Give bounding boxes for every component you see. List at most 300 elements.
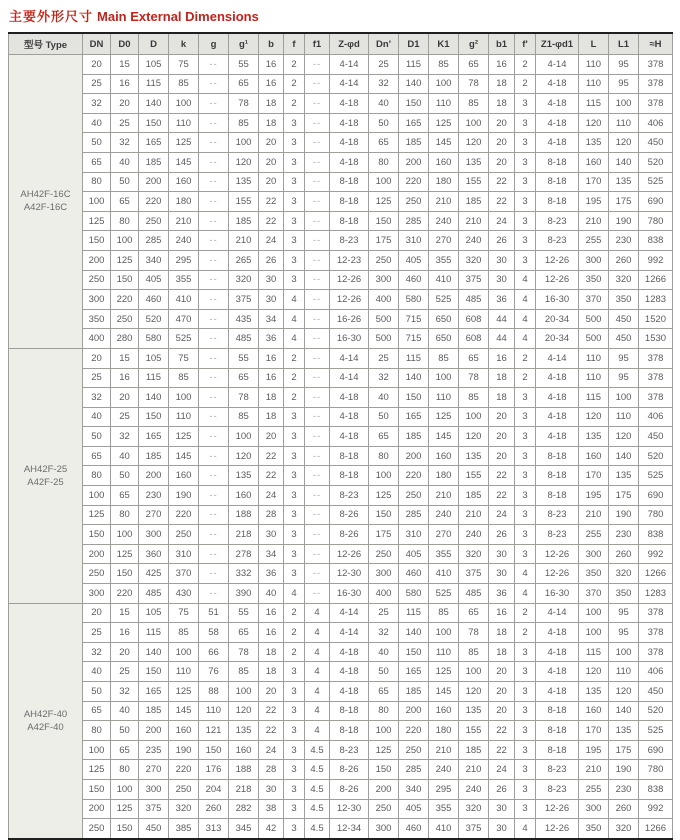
data-cell: 210 [459,760,489,780]
column-header-5: g [199,33,229,55]
data-cell: 220 [139,192,169,212]
data-cell: 135 [579,427,609,447]
data-cell: -- [305,113,330,133]
data-cell: 135 [609,721,639,741]
data-cell: 58 [199,623,229,643]
data-cell: 135 [579,133,609,153]
data-cell: 320 [459,250,489,270]
data-cell: 460 [399,270,429,290]
data-cell: 20 [489,113,515,133]
data-cell: 20 [111,94,139,114]
page-title-chinese: 主要外形尺寸 [9,9,94,24]
column-header-15: b1 [489,33,515,55]
data-cell: 160 [429,446,459,466]
data-cell: 285 [399,760,429,780]
data-cell: 175 [609,486,639,506]
data-cell: 105 [139,603,169,623]
data-cell: 65 [83,446,111,466]
data-cell: -- [305,388,330,408]
data-cell: 3 [284,211,305,231]
data-cell: 32 [83,388,111,408]
data-cell: 350 [83,309,111,329]
data-cell: 44 [489,329,515,349]
data-cell: 40 [369,94,399,114]
data-cell: 150 [111,819,139,839]
data-cell: 36 [259,564,284,584]
data-cell: 2 [284,55,305,75]
data-cell: 135 [229,466,259,486]
data-cell: 525 [429,290,459,310]
data-cell: 210 [459,211,489,231]
data-cell: 190 [609,505,639,525]
data-cell: -- [199,113,229,133]
data-cell: 22 [489,486,515,506]
data-cell: -- [199,309,229,329]
data-cell: -- [199,152,229,172]
column-header-10: Z-φd [330,33,369,55]
data-cell: 160 [579,152,609,172]
data-cell: 66 [199,642,229,662]
data-cell: 3 [284,701,305,721]
data-cell: 260 [609,799,639,819]
data-cell: 4-14 [330,55,369,75]
data-cell: 18 [489,368,515,388]
page-title-english: Main External Dimensions [97,9,259,24]
data-cell: 40 [369,642,399,662]
data-cell: 25 [83,368,111,388]
data-cell: 100 [111,525,139,545]
data-cell: 175 [609,192,639,212]
data-cell: 240 [429,211,459,231]
data-cell: -- [305,584,330,604]
data-cell: 320 [609,564,639,584]
data-cell: 520 [139,309,169,329]
data-cell: 345 [229,819,259,839]
data-cell: 3 [515,740,536,760]
data-cell: -- [199,486,229,506]
data-cell: 135 [229,721,259,741]
data-cell: 4-14 [330,74,369,94]
data-cell: 8-23 [536,211,579,231]
data-cell: 8-18 [536,172,579,192]
data-cell: 165 [139,427,169,447]
data-cell: 250 [399,192,429,212]
data-cell: 3 [515,466,536,486]
data-cell: 3 [515,525,536,545]
data-cell: 95 [609,623,639,643]
data-cell: 26 [489,525,515,545]
column-header-12: D1 [399,33,429,55]
data-cell: 115 [399,55,429,75]
data-cell: 65 [369,682,399,702]
data-cell: 20-34 [536,309,579,329]
table-row [9,603,673,623]
data-cell: 18 [259,388,284,408]
data-cell: 8-18 [330,466,369,486]
data-cell: 25 [83,623,111,643]
data-cell: 200 [399,446,429,466]
data-cell: 51 [199,603,229,623]
data-cell: 50 [369,662,399,682]
data-cell: 12-23 [330,250,369,270]
data-cell: 12-26 [536,250,579,270]
data-cell: 300 [579,799,609,819]
data-cell: 80 [369,152,399,172]
data-cell: 500 [579,329,609,349]
data-cell: 190 [169,740,199,760]
data-cell: 355 [429,799,459,819]
data-cell: -- [305,544,330,564]
data-cell: 260 [609,250,639,270]
data-cell: 40 [111,701,139,721]
data-cell: 2 [284,74,305,94]
data-cell: 204 [199,779,229,799]
data-cell: 50 [83,682,111,702]
column-header-8: f [284,33,305,55]
data-cell: 295 [169,250,199,270]
data-cell: 3 [515,701,536,721]
data-cell: 4-18 [330,94,369,114]
data-cell: 135 [579,682,609,702]
data-cell: 115 [579,642,609,662]
data-cell: 125 [369,740,399,760]
data-cell: 525 [639,172,673,192]
data-cell: 50 [83,427,111,447]
data-cell: 24 [489,211,515,231]
data-cell: 3 [284,270,305,290]
data-cell: 150 [369,760,399,780]
data-cell: -- [199,250,229,270]
data-cell: 100 [229,133,259,153]
data-cell: 12-26 [536,799,579,819]
data-cell: 400 [83,329,111,349]
data-cell: 320 [609,819,639,839]
data-cell: 185 [399,133,429,153]
data-cell: 3 [515,407,536,427]
data-cell: 230 [609,525,639,545]
data-cell: 30 [259,779,284,799]
data-cell: -- [305,505,330,525]
data-cell: 65 [229,368,259,388]
data-cell: 218 [229,779,259,799]
data-cell: 4-18 [330,133,369,153]
table-body [9,55,673,839]
data-cell: 18 [489,623,515,643]
data-cell: 165 [139,133,169,153]
data-cell: 110 [579,368,609,388]
data-cell: 8-18 [330,192,369,212]
data-cell: 16-30 [536,584,579,604]
data-cell: 2 [515,55,536,75]
data-cell: 210 [579,505,609,525]
table-row [9,623,673,643]
data-cell: 355 [429,544,459,564]
data-cell: 3 [284,172,305,192]
data-cell: 580 [399,584,429,604]
data-cell: 525 [639,466,673,486]
data-cell: 165 [139,682,169,702]
data-cell: 230 [609,779,639,799]
data-cell: -- [305,446,330,466]
data-cell: 300 [139,525,169,545]
data-cell: 410 [429,819,459,839]
data-cell: 18 [259,407,284,427]
data-cell: 3 [284,525,305,545]
column-header-13: K1 [429,33,459,55]
data-cell: -- [305,94,330,114]
data-cell: 4-18 [536,74,579,94]
data-cell: 20 [259,682,284,702]
data-cell: 32 [83,642,111,662]
data-cell: 8-18 [536,152,579,172]
data-cell: 8-26 [330,779,369,799]
data-cell: 12-30 [330,799,369,819]
data-cell: 992 [639,250,673,270]
data-cell: -- [199,407,229,427]
data-cell: 3 [284,662,305,682]
data-cell: 180 [429,172,459,192]
data-cell: 75 [169,55,199,75]
data-cell: 4 [305,701,330,721]
data-cell: 190 [609,760,639,780]
data-cell: 320 [609,270,639,290]
data-cell: 125 [169,682,199,702]
data-cell: 4-18 [536,427,579,447]
data-cell: 4.5 [305,779,330,799]
data-cell: 2 [515,603,536,623]
data-cell: 4 [305,682,330,702]
data-cell: 2 [284,94,305,114]
model-type-line: A42F-16C [23,202,68,214]
data-cell: 8-18 [330,211,369,231]
data-cell: -- [199,133,229,153]
data-cell: 78 [459,368,489,388]
data-cell: 110 [429,388,459,408]
data-cell: 100 [609,94,639,114]
column-header-17: Z1-φd1 [536,33,579,55]
data-cell: 4.5 [305,819,330,839]
data-cell: 375 [459,270,489,290]
data-cell: 220 [399,172,429,192]
data-cell: 3 [284,427,305,447]
data-cell: 378 [639,388,673,408]
data-cell: 3 [284,740,305,760]
data-cell: 3 [515,721,536,741]
data-cell: 485 [459,584,489,604]
table-row [9,211,673,231]
data-cell: 100 [459,662,489,682]
data-cell: 120 [609,133,639,153]
data-cell: 3 [284,133,305,153]
data-cell: 300 [579,250,609,270]
data-cell: 20 [489,427,515,447]
data-cell: 715 [399,309,429,329]
data-cell: 4 [515,329,536,349]
data-cell: 378 [639,368,673,388]
data-cell: 16 [489,348,515,368]
data-cell: -- [305,564,330,584]
data-cell: 160 [429,152,459,172]
data-cell: 65 [229,74,259,94]
data-cell: 20 [83,603,111,623]
data-cell: 195 [579,740,609,760]
data-cell: 18 [259,113,284,133]
data-cell: 30 [489,544,515,564]
table-header-row [9,33,673,55]
data-cell: 115 [579,94,609,114]
data-cell: 8-23 [536,505,579,525]
data-cell: 115 [579,388,609,408]
data-cell: 85 [169,623,199,643]
table-row [9,779,673,799]
data-cell: 16 [259,74,284,94]
data-cell: 1283 [639,290,673,310]
data-cell: 4-14 [330,348,369,368]
column-header-6: g¹ [229,33,259,55]
data-cell: 300 [83,584,111,604]
data-cell: 4 [515,584,536,604]
data-cell: 350 [579,270,609,290]
data-cell: 20 [489,407,515,427]
data-cell: -- [199,211,229,231]
data-cell: 520 [639,446,673,466]
data-cell: 100 [369,721,399,741]
data-cell: 4-18 [330,113,369,133]
data-cell: 240 [459,779,489,799]
data-cell: 110 [199,701,229,721]
data-cell: 160 [169,466,199,486]
data-cell: 3 [515,544,536,564]
data-cell: 285 [399,505,429,525]
data-cell: 378 [639,55,673,75]
data-cell: 20 [259,427,284,447]
data-cell: 175 [369,231,399,251]
data-cell: 100 [429,74,459,94]
data-cell: 8-18 [330,701,369,721]
data-cell: 50 [111,721,139,741]
data-cell: 18 [489,642,515,662]
data-cell: 12-26 [536,819,579,839]
data-cell: 220 [399,721,429,741]
data-cell: 26 [259,250,284,270]
data-cell: 100 [369,172,399,192]
model-type-line: AH42F-25 [23,463,68,475]
data-cell: 22 [259,701,284,721]
data-cell: 2 [515,368,536,388]
data-cell: 3 [515,133,536,153]
data-cell: 120 [459,133,489,153]
data-cell: 400 [369,584,399,604]
data-cell: 355 [429,250,459,270]
data-cell: 150 [369,211,399,231]
data-cell: 145 [429,682,459,702]
data-cell: 30 [259,270,284,290]
data-cell: 185 [459,486,489,506]
data-cell: -- [305,368,330,388]
data-cell: 250 [83,564,111,584]
data-cell: 1266 [639,270,673,290]
data-cell: 78 [459,623,489,643]
data-cell: 175 [369,525,399,545]
data-cell: 185 [139,701,169,721]
data-cell: 4 [515,819,536,839]
data-cell: 110 [609,407,639,427]
data-cell: -- [199,505,229,525]
data-cell: 28 [259,760,284,780]
data-cell: 135 [609,172,639,192]
data-cell: 150 [369,505,399,525]
data-cell: 55 [229,55,259,75]
data-cell: -- [305,486,330,506]
data-cell: 34 [259,309,284,329]
data-cell: 185 [459,740,489,760]
data-cell: 310 [399,231,429,251]
data-cell: 3 [515,662,536,682]
data-cell: 155 [459,172,489,192]
data-cell: -- [199,525,229,545]
data-cell: 80 [369,446,399,466]
data-cell: 4-18 [536,623,579,643]
data-cell: 378 [639,603,673,623]
data-cell: 255 [579,779,609,799]
data-cell: 110 [429,94,459,114]
data-cell: 340 [399,779,429,799]
data-cell: 2 [284,348,305,368]
data-cell: 450 [609,309,639,329]
data-cell: 170 [579,172,609,192]
data-cell: 22 [489,172,515,192]
data-cell: 460 [139,290,169,310]
data-cell: 4 [305,642,330,662]
data-cell: 310 [169,544,199,564]
data-cell: 3 [284,505,305,525]
data-cell: 780 [639,760,673,780]
data-cell: 100 [369,466,399,486]
dimensions-table [8,32,673,840]
data-cell: 15 [111,55,139,75]
data-cell: 4-18 [536,642,579,662]
data-cell: -- [305,309,330,329]
data-cell: 15 [111,603,139,623]
table-row [9,172,673,192]
data-cell: 240 [169,231,199,251]
data-cell: 690 [639,486,673,506]
data-cell: 22 [259,466,284,486]
data-cell: 165 [399,113,429,133]
data-cell: 16 [259,55,284,75]
data-cell: -- [199,368,229,388]
data-cell: 200 [139,466,169,486]
data-cell: 26 [489,231,515,251]
data-cell: 240 [429,505,459,525]
data-cell: 32 [369,623,399,643]
column-header-7: b [259,33,284,55]
data-cell: 150 [139,113,169,133]
data-cell: 8-18 [330,446,369,466]
data-cell: 25 [111,407,139,427]
data-cell: 235 [139,740,169,760]
data-cell: 4-18 [536,113,579,133]
data-cell: 210 [579,211,609,231]
data-cell: 24 [489,760,515,780]
data-cell: -- [305,152,330,172]
data-cell: 150 [139,662,169,682]
data-cell: 375 [459,564,489,584]
data-cell: 32 [369,368,399,388]
data-cell: 2 [515,623,536,643]
data-cell: 145 [169,446,199,466]
data-cell: 370 [579,290,609,310]
